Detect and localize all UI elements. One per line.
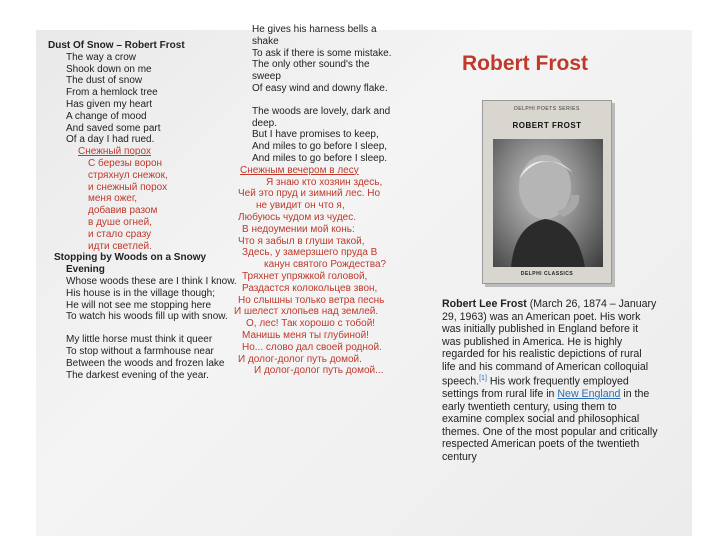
left-column [48,40,238,381]
author-biography [442,298,658,463]
ru-poem-line: В недоумении мой конь: [242,223,355,235]
ru-poem-line: добавив разом [88,205,158,217]
new-england-link[interactable]: New England [557,388,621,401]
middle-column [232,24,418,377]
poem-line: Shook down on me [66,63,152,75]
poem-line: To stop without a farmhouse near [66,345,214,357]
ru-poem-line: стряхнул снежок, [88,169,168,181]
poem-line: To watch his woods fill up with snow. [66,311,228,323]
book-title: ROBERT FROST [512,121,582,130]
ru-poem-line: Раздастся колокольцев звон, [242,282,378,294]
poem-title-stopping-by-woods: Stopping by Woods on a Snowy [54,252,207,264]
ru-poem-line: Чей это пруд и зимний лес. Но [238,188,381,200]
ru-poem-line: Тряхнет упряжкой головой, [242,270,368,282]
poem-line: deep. [252,117,278,129]
ru-poem-line: О, лес! Так хорошо с тобой! [246,318,376,330]
ru-poem-line: в душе огней, [88,216,152,228]
poem-line: Of a day I had rued. [66,134,155,146]
bio-text: His work frequently employed settings from rural life in [442,375,629,401]
ru-poem-line: Я знаю кто хозяин здесь, [266,176,383,188]
bio-name: Robert Lee Frost [442,298,527,310]
citation-link[interactable]: [1] [479,375,487,382]
poem-line: And saved some part [66,122,161,134]
book-series-label: DELPHI POETS SERIES [514,106,580,112]
ru-poem-line: С березы ворон [88,157,163,169]
author-heading: Robert Frost [462,52,588,75]
ru-poem-line: не увидит он что я, [256,200,345,212]
ru-poem-line: Любуюсь чудом из чудес. [238,211,356,223]
poem-line: The darkest evening of the year. [66,369,209,381]
bio-text: (March 26, 1874 – January 29, 1963) was an American poet. His work was initially published in England before it was published in America. He is highly regarded for his realistic depictions of rural life and his command of American colloquial speech. [442,298,657,388]
poem-line: Between the woods and frozen lake [66,357,225,369]
poem-line: He will not see me stopping here [66,299,212,311]
poem-line: Has given my heart [66,98,153,110]
ru-poem-title: Снежным вечером в лесу [240,164,359,176]
poem-line: shake [252,35,279,47]
poem-line: A change of mood [66,110,147,122]
ru-poem-line: Манишь меня ты глубиной! [242,329,369,341]
ru-poem-line: идти светлей. [88,240,152,252]
poem-line: To ask if there is some mistake. [252,47,392,59]
ru-poem-line: меня ожег, [88,193,138,205]
poem-line: And miles to go before I sleep. [252,152,388,164]
book-cover-image [482,100,612,284]
ru-poem-line: Но слышны только ветра песнь [238,294,385,306]
ru-poem-line: Но... слово дал своей родной. [242,341,382,353]
poem-line: The way a crow [66,51,137,63]
poem-line: The dust of snow [66,75,143,87]
poem-line: Whose woods these are I think I know. [66,275,237,287]
ru-poem-line: И долог-долог путь домой. [238,353,362,365]
poem-line: From a hemlock tree [66,87,158,99]
poem-line: And miles to go before I sleep, [252,141,388,153]
author-portrait [493,139,603,267]
ru-poem-line: И долог-долог путь домой... [254,365,384,377]
poem-line: The woods are lovely, dark and [252,105,391,117]
poem-line: He gives his harness bells a [252,24,377,35]
poem-line: sweep [252,71,281,83]
ru-poem-line: и стало сразу [88,228,152,240]
ru-poem-line: Что я забыл в глуши такой, [238,235,365,247]
poem-line: His house is in the village though; [66,287,215,299]
poem-title-dust-of-snow: Dust Of Snow – Robert Frost [48,40,185,51]
book-publisher-label: DELPHI CLASSICS [520,271,574,277]
poem-title-stopping-by-woods-cont: Evening [66,264,105,276]
ru-poem-line: И шелест хлопьев над землей. [234,306,379,318]
poem-line: But I have promises to keep, [252,129,379,141]
bio-text: in the early twentieth century, using them to examine complex social and philosophical themes. One of the most popular and critically respected American poets of the twentieth century [442,388,658,463]
ru-poem-title [48,146,238,158]
poem-line: My little horse must think it queer [66,334,213,346]
poem-line: Of easy wind and downy flake. [252,82,388,94]
ru-poem-title-text: Снежный порох [78,146,151,158]
ru-poem-line: Здесь, у замерзшего пруда В [242,247,378,259]
ru-poem-line: канун святого Рождества? [264,259,387,271]
ru-poem-line: и снежный порох [88,181,168,193]
poem-line: The only other sound's the [252,59,370,71]
